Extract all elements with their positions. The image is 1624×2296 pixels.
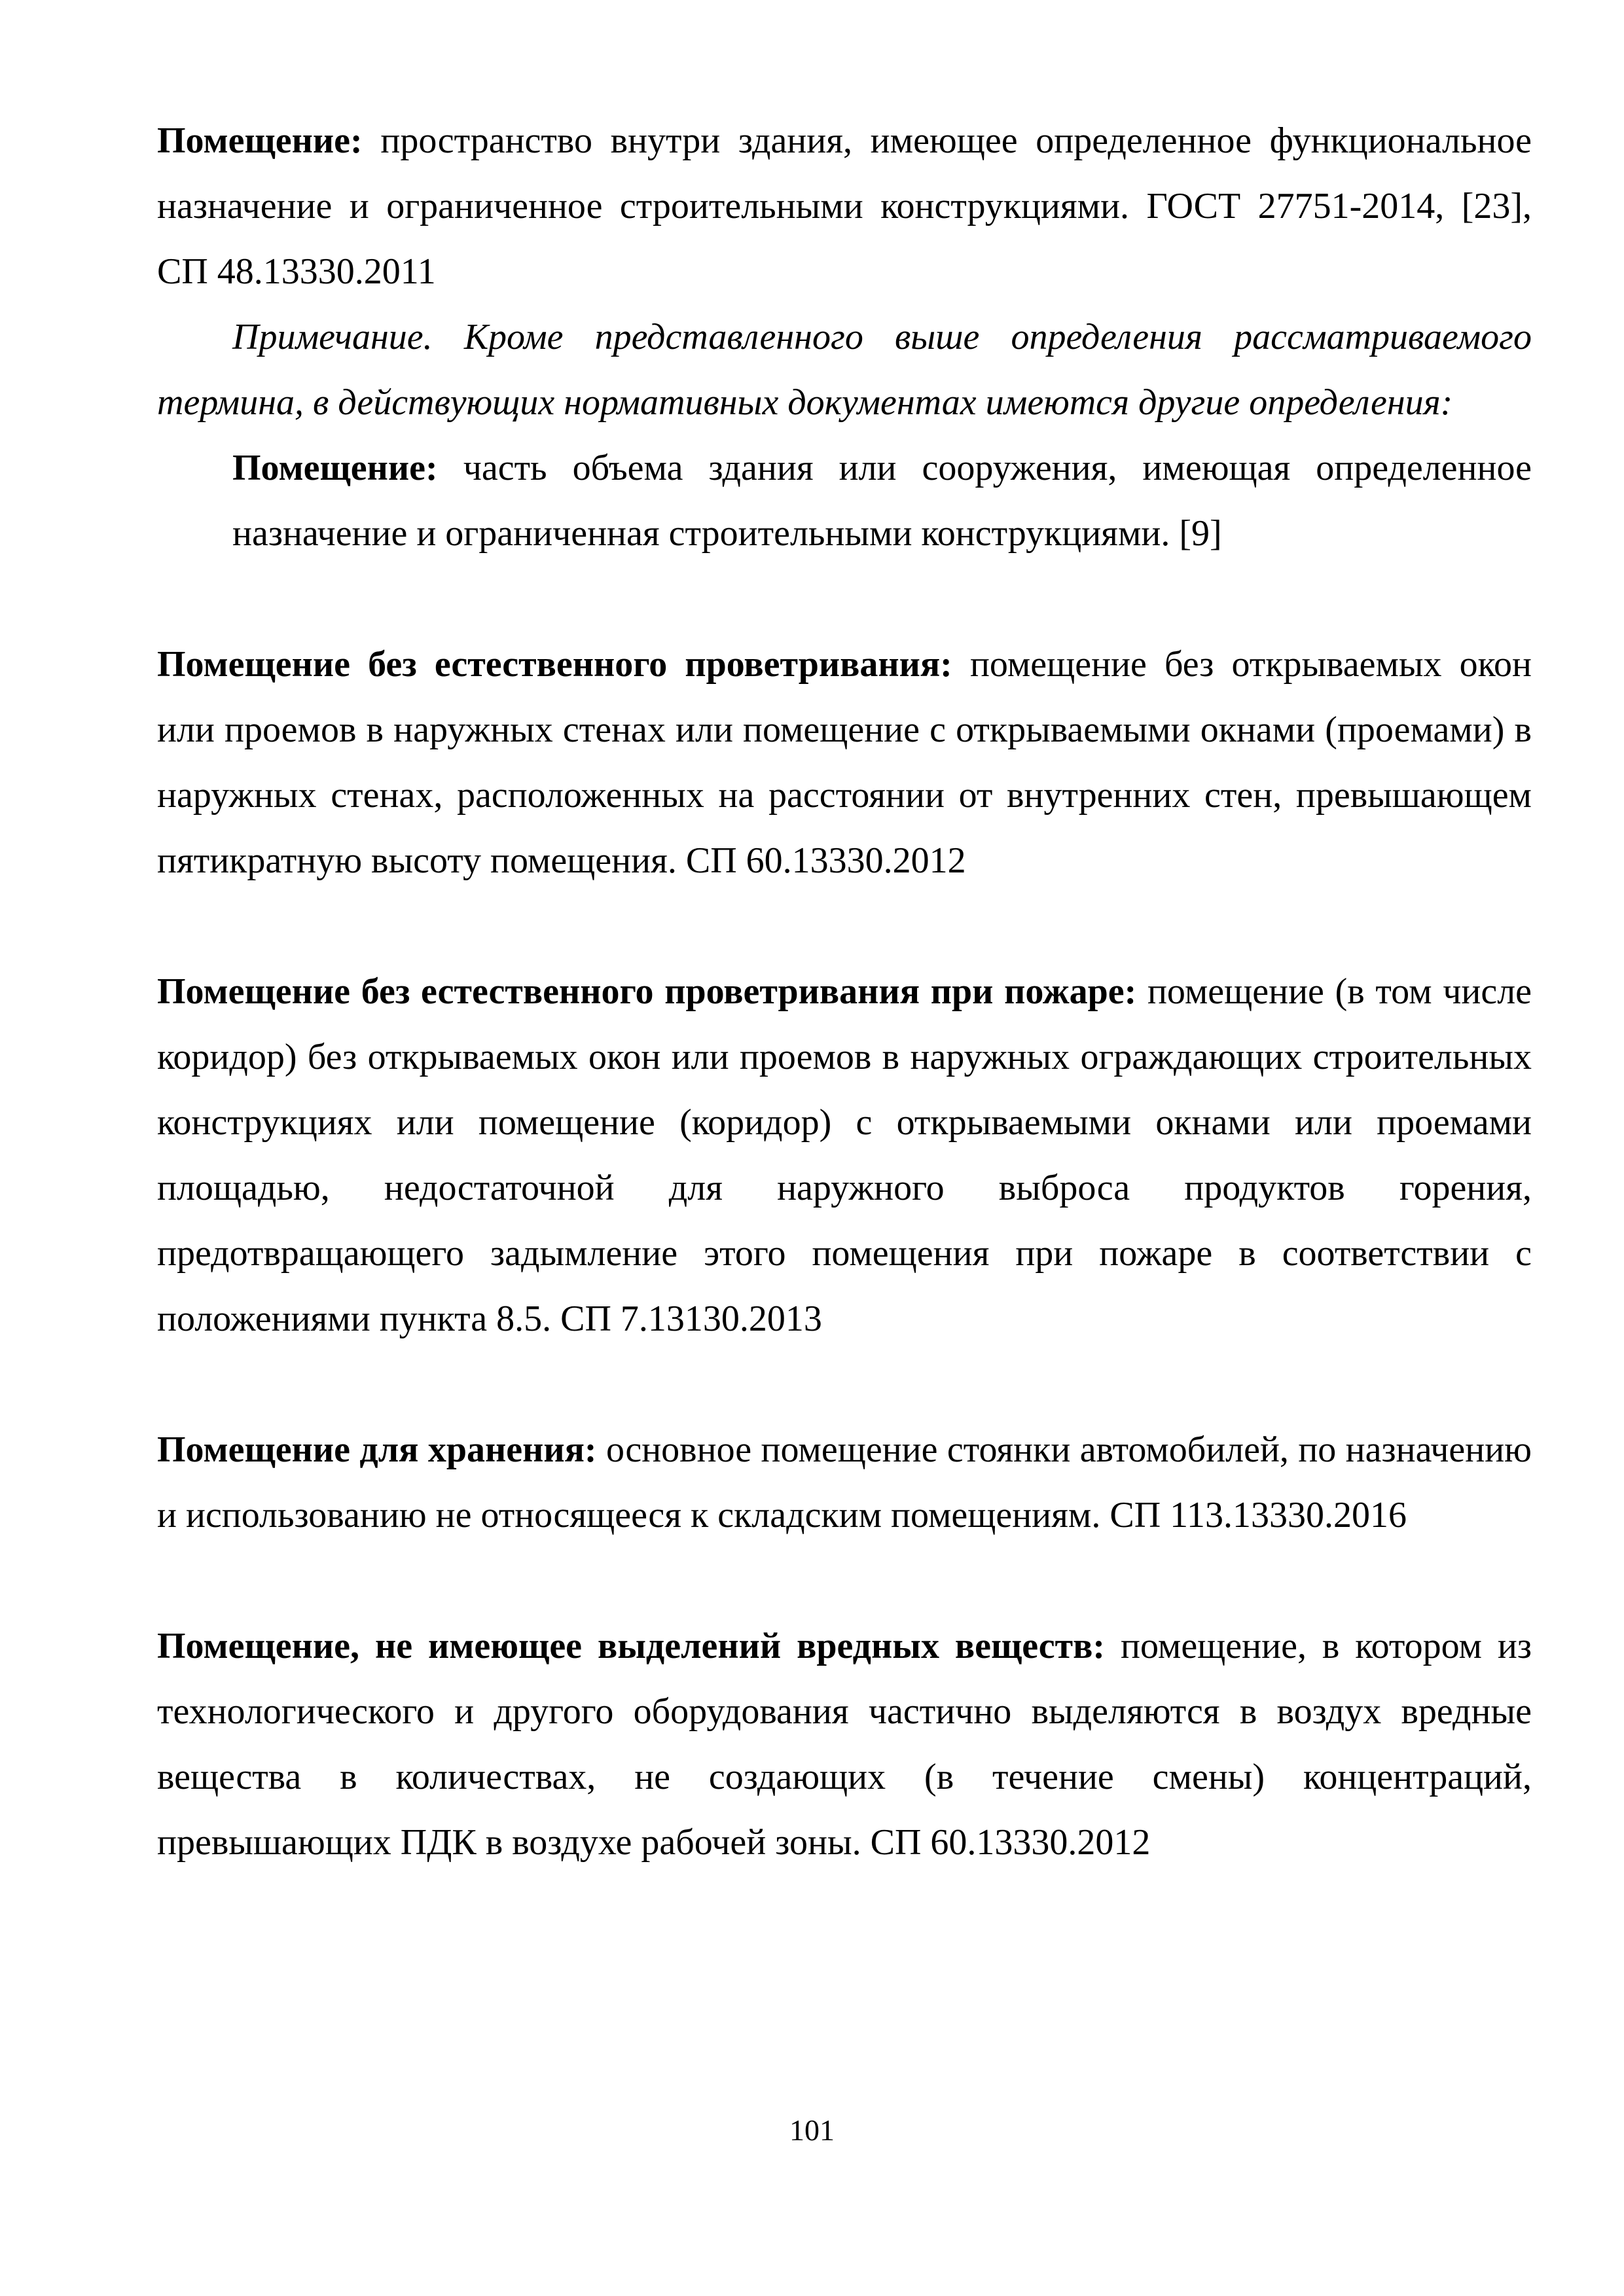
definition: часть объема здания или сооружения, имеющая определенное назначение и ограниченная строительными конструкциями. [9] (232, 448, 1532, 554)
term: Помещение: (232, 448, 438, 488)
definition: помещение без открываемых окон или проемов в наружных стенах или помещение с открываемыми окнами (проемами) в наружных стенах, расположенных на расстоянии от внутренних стен, превышающем пятикратную высоту помещения. СП 60.13330.2012 (157, 644, 1532, 881)
spacer (157, 893, 1532, 959)
spacer (157, 566, 1532, 632)
term: Помещение без естественного проветривания: (157, 644, 952, 685)
term: Помещение: (157, 120, 363, 161)
entry-dlya-khraneniya (157, 1417, 1532, 1548)
definition: помещение, в котором из технологического и другого оборудования частично выделяются в воздух вредные вещества в количествах, не создающих (в течение смены) концентраций, превышающих ПДК в воздухе рабочей зоны. СП 60.13330.2012 (157, 1626, 1532, 1863)
definition: помещение (в том числе коридор) без открываемых окон или проемов в наружных ограждающих строительных конструкциях или помещение (коридор) с открываемыми окнами или проемами площадью, недостаточной для наружного выброса продуктов горения, предотвращающего задымление этого помещения при пожаре в соответствии с положениями пункта 8.5. СП 7.13130.2013 (157, 971, 1532, 1339)
entry-pomeshchenie (157, 108, 1532, 304)
note: Примечание. Кроме представленного выше определения рассматриваемого термина, в действующих нормативных документах имеются другие определения: (157, 317, 1532, 423)
term: Помещение, не имеющее выделений вредных веществ: (157, 1626, 1106, 1666)
entry-bez-provetrivaniya (157, 632, 1532, 893)
spacer (157, 1548, 1532, 1613)
entry-bez-provetrivaniya-pri-pozhare (157, 959, 1532, 1352)
spacer (157, 1352, 1532, 1417)
term: Помещение для хранения: (157, 1429, 597, 1470)
definition: пространство внутри здания, имеющее определенное функциональное назначение и ограниченное строительными конструкциями. ГОСТ 27751-2014, [23], СП 48.13330.2011 (157, 120, 1532, 292)
entry-pomeshchenie-alt (232, 435, 1532, 566)
entry-ne-imeyushchee-vydeleniy (157, 1613, 1532, 1875)
definition: основное помещение стоянки автомобилей, по назначению и использованию не относящееся к складским помещениям. СП 113.13330.2016 (157, 1429, 1532, 1535)
document-page (157, 108, 1532, 1875)
term: Помещение без естественного проветривания при пожаре: (157, 971, 1137, 1012)
page-number: 101 (789, 2113, 835, 2147)
